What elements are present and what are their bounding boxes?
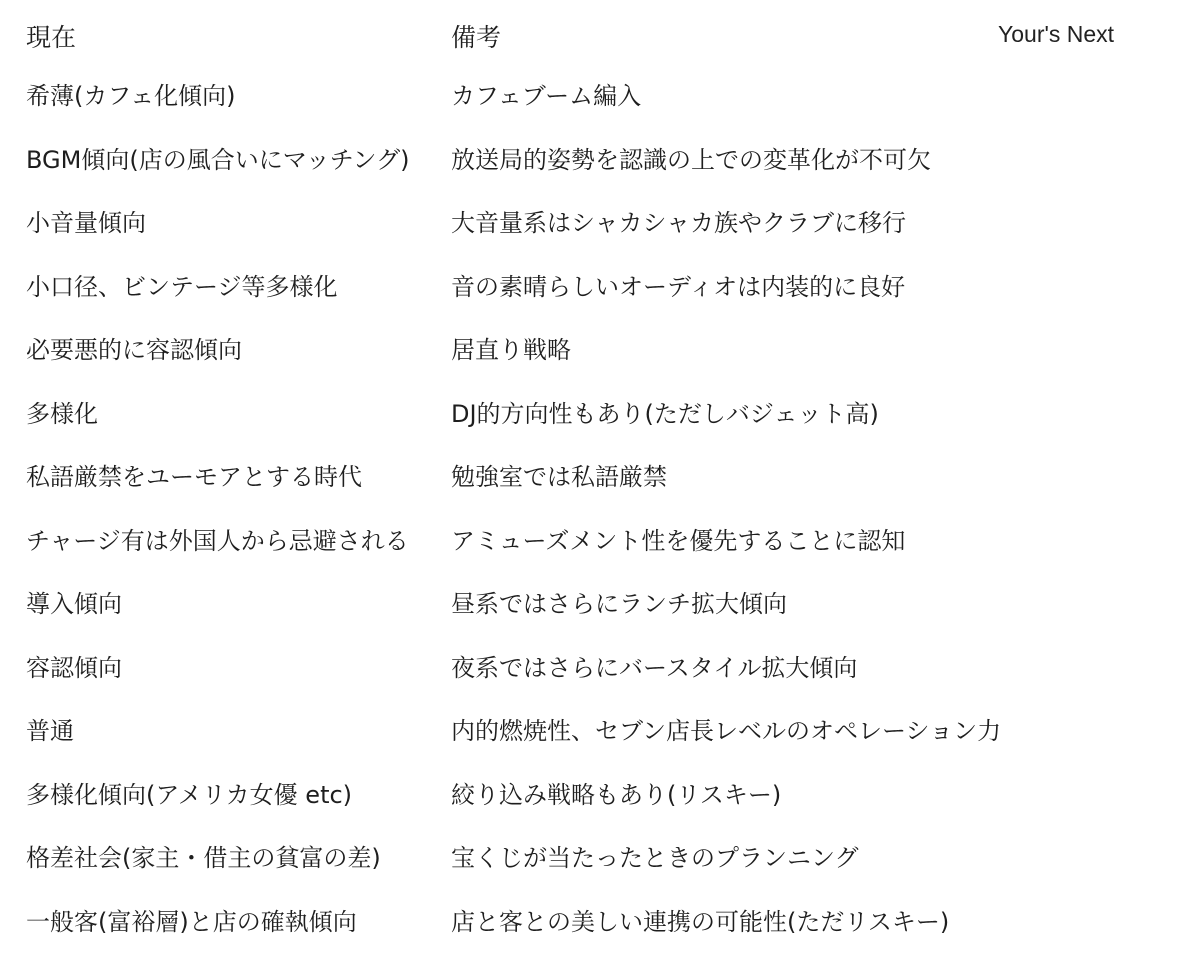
- current-cell: チャージ有は外国人から忌避される: [26, 524, 409, 558]
- note-cell: 勉強室では私語厳禁: [451, 460, 667, 494]
- current-cell: 多様化傾向(アメリカ女優 etc): [26, 778, 352, 812]
- list-item: [0, 905, 1200, 968]
- current-cell: 小音量傾向: [26, 206, 146, 240]
- list-item: [0, 206, 1200, 270]
- list-item: [0, 651, 1200, 715]
- list-item: [0, 333, 1200, 397]
- notes-column-heading: 備考: [451, 18, 501, 54]
- brand-label: Your's Next: [998, 21, 1114, 48]
- list-item: [0, 460, 1200, 524]
- list-item: [0, 143, 1200, 207]
- note-cell: DJ的方向性もあり(ただしバジェット高): [451, 397, 879, 431]
- list-item: [0, 397, 1200, 461]
- comparison-list: [0, 79, 1200, 968]
- note-cell: カフェブーム編入: [451, 79, 641, 113]
- current-cell: 格差社会(家主・借主の貧富の差): [26, 841, 381, 875]
- current-cell: 小口径、ビンテージ等多様化: [26, 270, 338, 304]
- note-cell: 店と客との美しい連携の可能性(ただリスキー): [451, 905, 949, 939]
- note-cell: アミューズメント性を優先することに認知: [451, 524, 905, 558]
- note-cell: 昼系ではさらにランチ拡大傾向: [451, 587, 787, 621]
- list-item: [0, 841, 1200, 905]
- current-cell: 必要悪的に容認傾向: [26, 333, 242, 367]
- note-cell: 音の素晴らしいオーディオは内装的に良好: [451, 270, 905, 304]
- current-cell: BGM傾向(店の風合いにマッチング): [26, 143, 409, 177]
- list-item: [0, 714, 1200, 778]
- current-cell: 容認傾向: [26, 651, 122, 685]
- note-cell: 放送局的姿勢を認識の上での変革化が不可欠: [451, 143, 931, 177]
- note-cell: 絞り込み戦略もあり(リスキー): [451, 778, 781, 812]
- list-item: [0, 587, 1200, 651]
- list-item: [0, 778, 1200, 842]
- current-column-heading: 現在: [26, 18, 76, 54]
- current-cell: 私語厳禁をユーモアとする時代: [26, 460, 362, 494]
- current-cell: 希薄(カフェ化傾向): [26, 79, 236, 113]
- note-cell: 夜系ではさらにバースタイル拡大傾向: [451, 651, 857, 685]
- current-cell: 多様化: [26, 397, 98, 431]
- current-cell: 一般客(富裕層)と店の確執傾向: [26, 905, 357, 939]
- note-cell: 内的燃焼性、セブン店長レベルのオペレーション力: [451, 714, 1001, 748]
- note-cell: 居直り戦略: [451, 333, 571, 367]
- note-cell: 宝くじが当たったときのプランニング: [451, 841, 859, 875]
- current-cell: 普通: [26, 714, 74, 748]
- note-cell: 大音量系はシャカシャカ族やクラブに移行: [451, 206, 906, 240]
- list-item: [0, 524, 1200, 588]
- list-item: [0, 79, 1200, 143]
- current-cell: 導入傾向: [26, 587, 122, 621]
- list-item: [0, 270, 1200, 334]
